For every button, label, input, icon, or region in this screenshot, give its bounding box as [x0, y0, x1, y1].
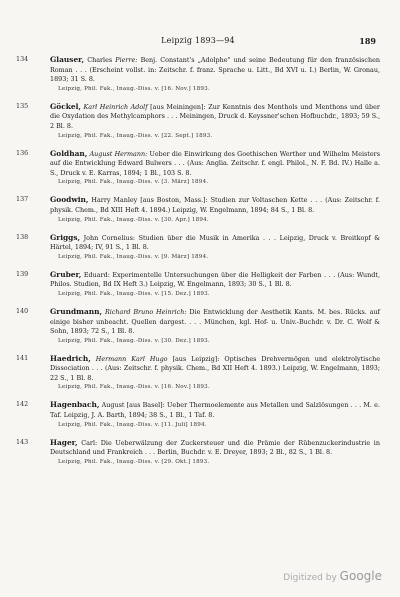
entry-text: [50, 149, 380, 179]
author-surname: Hager,: [50, 437, 78, 447]
work-title: Ueber Thermoelemente aus Metallen und Salzlösungen . . . M. e. Taf. Leipzig, J. A. Barth, 1894; 38 S., 1 Bl., 1 Taf. 8.: [50, 401, 380, 420]
bibliography-entry: [16, 307, 380, 346]
work-title: Optisches Drehvermögen und elektrolytische Dissociation . . . (Aus: Zeitschr. f. physik. Chem., Bd XII Heft 4. 1893.) Leipzig, W. Engelmann, 1893; 22 S., 1 Bl. 8.: [50, 354, 380, 382]
author-given-rest: [aus Meiningen]:: [150, 102, 206, 111]
entry-number: 139: [16, 269, 29, 278]
author-given: August Hermann:: [89, 149, 148, 158]
entry-text: [50, 307, 380, 337]
author-given-rest: Pierre:: [115, 56, 138, 64]
author-surname: Gruber,: [50, 269, 82, 279]
entry-number: 137: [16, 195, 29, 204]
dissertation-note: Leipzig, Phil. Fak., Inaug.-Diss. v. [29. Okt.] 1893.: [58, 458, 210, 465]
entry-number: 135: [16, 101, 29, 110]
dissertation-note: Leipzig, Phil. Fak., Inaug.-Diss. v. [30. Apr.] 1894.: [58, 216, 209, 223]
entry-text: [50, 400, 380, 420]
bibliography-entry: [16, 195, 380, 224]
author-given: Carl:: [81, 438, 98, 447]
entry-number: 134: [16, 55, 29, 63]
author-surname: Goldhan,: [50, 148, 88, 158]
dissertation-note: Leipzig, Phil. Fak., Inaug.-Diss. v. [11. Juli] 1894.: [58, 421, 207, 428]
work-title: Die Entwicklung der Aesthetik Kants. M. bes. Rücks. auf einige bisher unbeacht. Quellen dargest. . . . München, kgl. Hof- u. Univ.-Buchdr. v. Dr. C. Wolf & Sohn, 1893; 72 S., 1 Bl. 8.: [50, 307, 380, 336]
bibliography-entry: [16, 55, 380, 94]
entry-number: 140: [16, 306, 29, 315]
author-given: Hermann Karl Hugo: [95, 354, 168, 363]
author-surname: Hagenbach,: [50, 400, 100, 410]
bibliography-entry: [16, 400, 380, 429]
author-surname: Goodwin,: [50, 195, 89, 205]
work-title: Studien zur Voltaschen Kette . . . (Aus: Zeitschr. f. physik. Chem., Bd XIII Heft 4. 1894.) Leipzig, W. Engelmann, 1894; 84 S., 1 Bl. 8.: [50, 196, 380, 214]
author-given: August: [101, 401, 125, 410]
dissertation-note: Leipzig, Phil. Fak., Inaug.-Diss. v. [15. Dez.] 1893.: [58, 290, 210, 297]
author-surname: Haedrich,: [50, 353, 91, 363]
entry-text: [50, 270, 380, 290]
entry-list: [16, 55, 380, 475]
dissertation-note: Leipzig, Phil. Fak., Inaug.-Diss. v. [16. Nov.] 1893.: [58, 85, 210, 92]
entry-number: 142: [16, 400, 29, 409]
entry-number: 141: [16, 353, 29, 362]
author-given-rest: [aus Leipzig]:: [172, 354, 220, 363]
dissertation-note: Leipzig, Phil. Fak., Inaug.-Diss. v. [22. Sept.] 1893.: [58, 132, 213, 139]
watermark-prefix: Digitized by: [283, 573, 337, 583]
author-given: Harry Manley: [91, 196, 138, 205]
author-given-rest: [aus Boston, Mass.]:: [140, 196, 208, 205]
entry-text: [50, 438, 380, 458]
dissertation-note: Leipzig, Phil. Fak., Inaug.-Diss. v. [16. Nov.] 1893.: [58, 384, 210, 391]
entry-text: [50, 354, 380, 384]
entry-text: [50, 55, 380, 85]
author-surname: Glauser,: [50, 55, 85, 64]
running-head: [20, 34, 376, 48]
entry-text: [50, 102, 380, 132]
author-surname: Grundmann,: [50, 306, 103, 316]
dissertation-note: Leipzig, Phil. Fak., Inaug.-Diss. v. [9. März] 1894.: [58, 253, 209, 260]
dissertation-note: Leipzig, Phil. Fak., Inaug.-Diss. v. [30. Dez.] 1893.: [58, 337, 210, 344]
google-logo: Google: [339, 569, 382, 583]
entry-number: 143: [16, 437, 29, 446]
author-given: Eduard:: [83, 270, 110, 279]
bibliography-entry: [16, 438, 380, 467]
work-title: Experimentelle Untersuchungen über die Helligkeit der Farben . . . (Aus: Wundt, Philos. Studien, Bd IX Heft 3.) Leipzig, W. Engelmann, 1893; 30 S., 1 Bl. 8.: [50, 270, 380, 289]
running-head-title: Leipzig 1893—94: [161, 36, 235, 45]
bibliography-entry: [16, 233, 380, 262]
dissertation-note: Leipzig, Phil. Fak., Inaug.-Diss. v. [3. März] 1894.: [58, 179, 209, 186]
entry-number: 136: [16, 148, 29, 157]
author-surname: Griggs,: [50, 232, 81, 242]
work-title: Die Ueberwälzung der Zuckersteuer und die Prämie der Rübenzuckerindustrie in Deutschland und Frankreich . . . Berlin, Buchdr. v. E. Dreyer, 1893; 2 Bl., 82 S., 1 Bl. 8.: [50, 438, 380, 457]
work-title: Ueber die Einwirkung des Goethischen Werther und Wilhelm Meisters auf die Entwicklung Edward Bulwers . . . (Aus: Anglia. Zeitschr. f. engl. Philol., N. F. Bd. IV.) Halle a. S., Druck v. E. Karras, 1894; 1 Bl., 103 S. 8.: [50, 149, 380, 177]
bibliography-entry: [16, 149, 380, 188]
work-title: Zur Kenntnis des Menthols und Menthons und über die Oxydation des Methylcamphors . . . Meiningen, Druck d. Keyssner'schen Hofbuchdr., 1893; 59 S., 2 Bl. 8.: [50, 102, 380, 130]
entry-text: [50, 195, 380, 215]
bibliography-entry: [16, 270, 380, 299]
bibliography-entry: [16, 102, 380, 141]
work-title: Studien über die Musik in Amerika . . . Leipzig, Druck v. Breitkopf & Härtel, 1894; IV, 91 S., 1 Bl. 8.: [50, 233, 380, 252]
work-title: Benj. Constant's „Adolphe" und seine Bedeutung für den französischen Roman . . . (Erscheint vollst. in: Zeitschr. f. franz. Sprache u. Litt., Bd XVI u. I.) Berlin, W. Gronau, 1893; 31 S. 8.: [50, 56, 380, 84]
entry-number: 138: [16, 232, 29, 241]
bibliography-entry: [16, 354, 380, 393]
author-given: John Cornelius:: [83, 233, 136, 242]
author-given: Charles: [87, 56, 113, 64]
author-given: Karl Heinrich Adolf: [83, 102, 148, 111]
author-given-rest: [aus Basel]:: [126, 401, 165, 410]
author-surname: Göckel,: [50, 101, 81, 111]
author-given: Richard Bruno Heinrich:: [104, 307, 187, 316]
entry-text: [50, 233, 380, 253]
digitization-watermark: [283, 569, 382, 583]
page-number: 189: [359, 36, 376, 46]
